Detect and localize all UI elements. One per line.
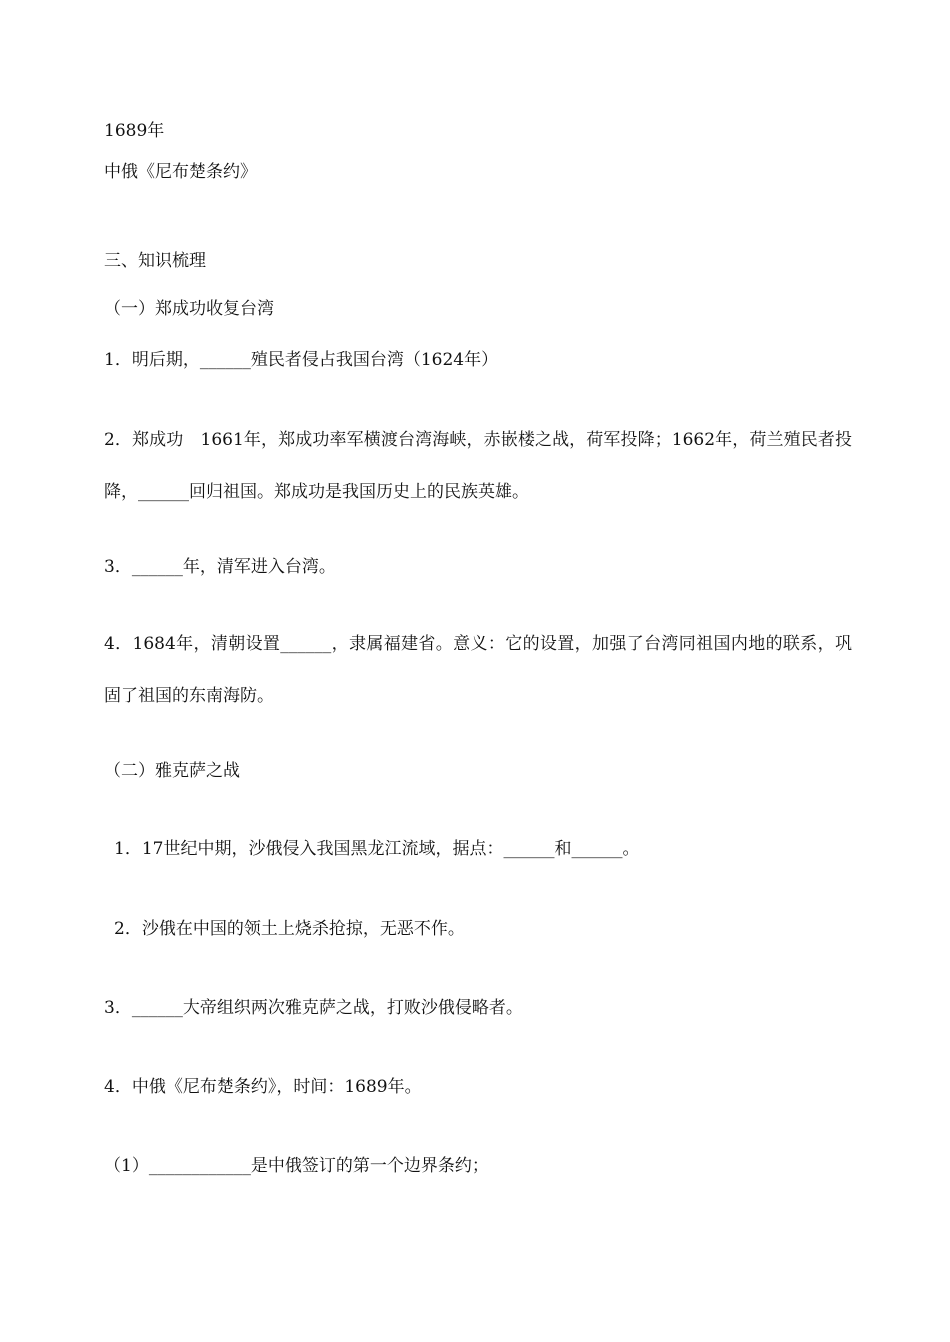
part2-item-3: 3．______大帝组织两次雅克萨之战，打败沙俄侵略者。 [104, 998, 523, 1018]
part1-heading: （一）郑成功收复台湾 [104, 299, 274, 319]
part1-item-4: 4．1684年，清朝设置______，隶属福建省。意义：它的设置，加强了台湾同祖国内地的联系，巩固了祖国的东南海防。 [104, 634, 852, 706]
part1-item-2: 2．郑成功 1661年，郑成功率军横渡台湾海峡，赤嵌楼之战，荷军投降；1662年，荷兰殖民者投降，______回归祖国。郑成功是我国历史上的民族英雄。 [104, 430, 852, 502]
part2-item-4: 4．中俄《尼布楚条约》，时间：1689年。 [104, 1077, 422, 1097]
part2-item-1: 1．17世纪中期，沙俄侵入我国黑龙江流域，据点：______和______。 [114, 839, 640, 859]
part2-item-2: 2．沙俄在中国的领土上烧杀抢掠，无恶不作。 [114, 919, 465, 939]
part1-item-1: 1．明后期，______殖民者侵占我国台湾（1624年） [104, 350, 499, 370]
part1-item-3: 3．______年，清军进入台湾。 [104, 557, 336, 577]
header-treaty: 中俄《尼布楚条约》 [104, 162, 257, 182]
part2-item-4-sub-1: （1）____________是中俄签订的第一个边界条约； [104, 1156, 489, 1176]
header-year: 1689年 [104, 121, 165, 141]
section-title: 三、知识梳理 [104, 251, 206, 271]
part2-heading: （二）雅克萨之战 [104, 761, 240, 781]
